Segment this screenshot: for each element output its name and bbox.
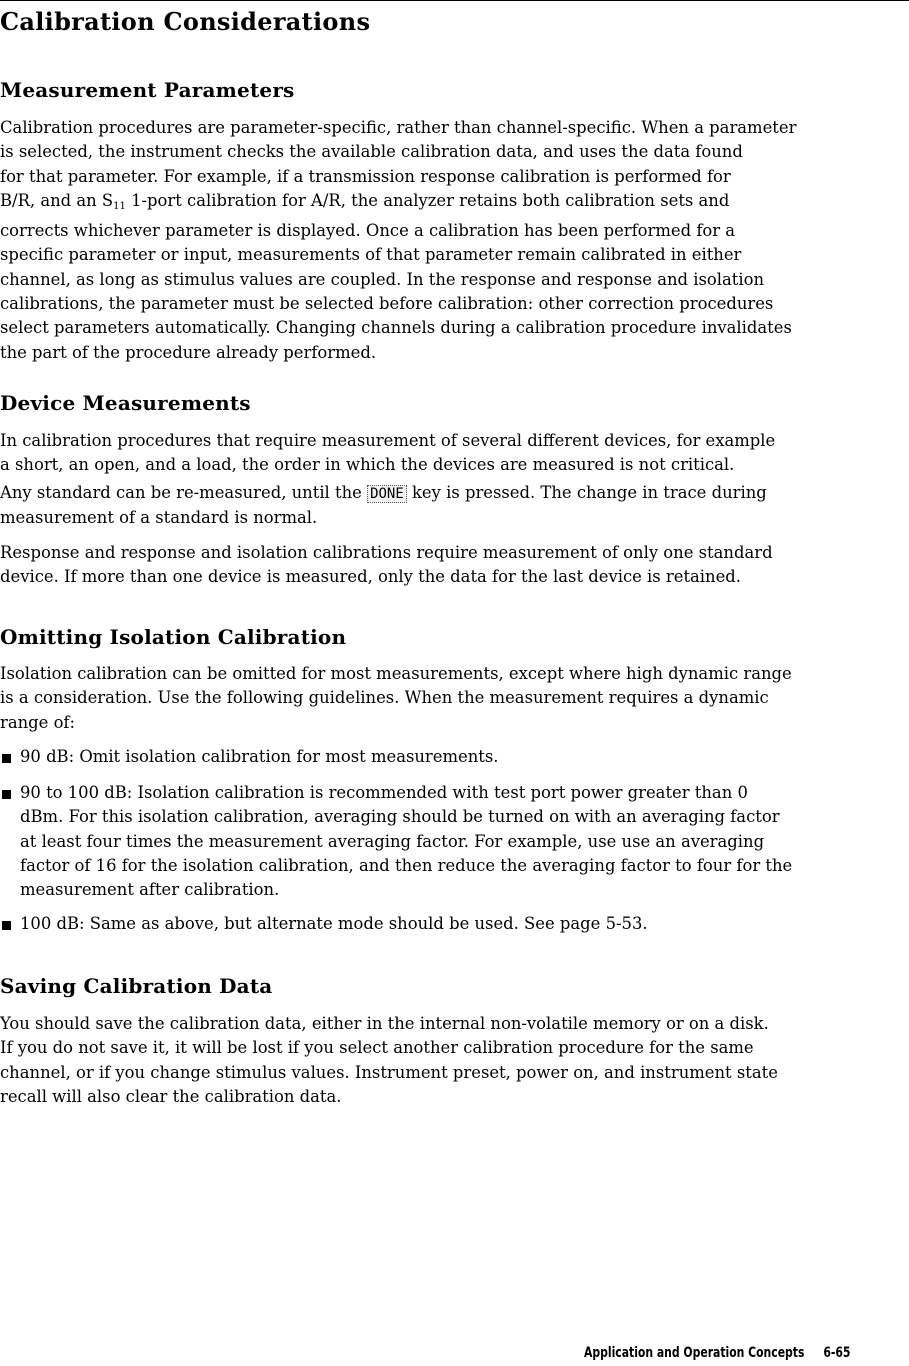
text-line: recall will also clear the calibration data. <box>0 1086 342 1106</box>
text-line: Calibration procedures are parameter-specific, rather than channel-specific. When a parameter <box>0 118 797 137</box>
text-line: calibrations, the parameter must be selected before calibration: other correction procedures <box>0 294 774 314</box>
bullet-marker <box>2 921 11 930</box>
text-line: In calibration procedures that require measurement of several different devices, for example <box>0 431 776 450</box>
text-line: a short, an open, and a load, the order in which the devices are measured is not critical. <box>0 455 735 475</box>
text-line: Response and response and isolation calibrations require measurement of only one standard <box>0 543 773 562</box>
text-line: measurement of a standard is normal. <box>0 507 318 527</box>
text-line: is selected, the instrument checks the available calibration data, and uses the data found <box>0 142 743 162</box>
done-softkey[interactable]: DONE <box>367 485 407 503</box>
section-heading-saving-calibration: Saving Calibration Data <box>0 974 273 998</box>
device-measurements-paragraph-2 <box>0 541 905 590</box>
footer-chapter-title: Application and Operation Concepts <box>584 1345 805 1361</box>
text-line: measurement after calibration. <box>20 880 280 900</box>
page-footer <box>584 1345 850 1361</box>
text-fragment: 1-port calibration for A/R, the analyzer retains both calibration sets and <box>125 190 730 210</box>
section-heading-measurement-parameters: Measurement Parameters <box>0 78 295 102</box>
text-line: for that parameter. For example, if a transmission response calibration is performed for <box>0 166 731 186</box>
text-line: range of: <box>0 712 76 732</box>
text-line: Isolation calibration can be omitted for most measurements, except where high dynamic range <box>0 664 792 683</box>
device-measurements-paragraph-1 <box>0 429 905 530</box>
text-line: If you do not save it, it will be lost if you select another calibration procedure for the same <box>0 1038 754 1058</box>
text-line: at least four times the measurement averaging factor. For example, use use an averaging <box>20 831 765 851</box>
footer-page-number: 6-65 <box>823 1345 851 1361</box>
text-line: select parameters automatically. Changing channels during a calibration procedure invalidates <box>0 318 792 338</box>
text-line: channel, as long as stimulus values are coupled. In the response and response and isolation <box>0 269 765 289</box>
text-line: corrects whichever parameter is displayed. Once a calibration has been performed for a <box>0 221 736 241</box>
text-line: device. If more than one device is measured, only the data for the last device is retained. <box>0 567 742 587</box>
top-rule <box>0 0 909 1</box>
section-heading-omitting-isolation: Omitting Isolation Calibration <box>0 625 347 649</box>
text-line: 100 dB: Same as above, but alternate mode should be used. See page 5-53. <box>20 914 648 933</box>
text-line: channel, or if you change stimulus values. Instrument preset, power on, and instrument state <box>0 1062 778 1082</box>
subscript-11: 11 <box>113 200 126 212</box>
text-line: 90 dB: Omit isolation calibration for most measurements. <box>20 747 499 766</box>
text-fragment: B/R, and an S <box>0 190 114 210</box>
text-line: dBm. For this isolation calibration, averaging should be turned on with an averaging factor <box>20 807 780 827</box>
omitting-isolation-paragraph <box>0 662 905 735</box>
text-line: You should save the calibration data, either in the internal non-volatile memory or on a disk. <box>0 1014 769 1033</box>
section-heading-device-measurements: Device Measurements <box>0 391 251 415</box>
measurement-parameters-paragraph <box>0 116 905 365</box>
text-fragment: Any standard can be re-measured, until the <box>0 482 368 502</box>
bullet-marker <box>2 754 11 763</box>
bullet-marker <box>2 790 11 799</box>
text-line-done-key <box>0 481 905 506</box>
text-line: specific parameter or input, measurements of that parameter remain calibrated in either <box>0 245 742 265</box>
text-line: is a consideration. Use the following guidelines. When the measurement requires a dynamic <box>0 688 769 708</box>
text-line: 90 to 100 dB: Isolation calibration is recommended with test port power greater than 0 <box>20 783 748 802</box>
saving-calibration-paragraph <box>0 1012 905 1109</box>
text-line: the part of the procedure already performed. <box>0 342 377 362</box>
text-line-s11 <box>0 189 905 219</box>
text-fragment: key is pressed. The change in trace during <box>406 482 767 502</box>
text-line: factor of 16 for the isolation calibration, and then reduce the averaging factor to four for the <box>20 855 793 875</box>
page-title: Calibration Considerations <box>0 7 371 36</box>
